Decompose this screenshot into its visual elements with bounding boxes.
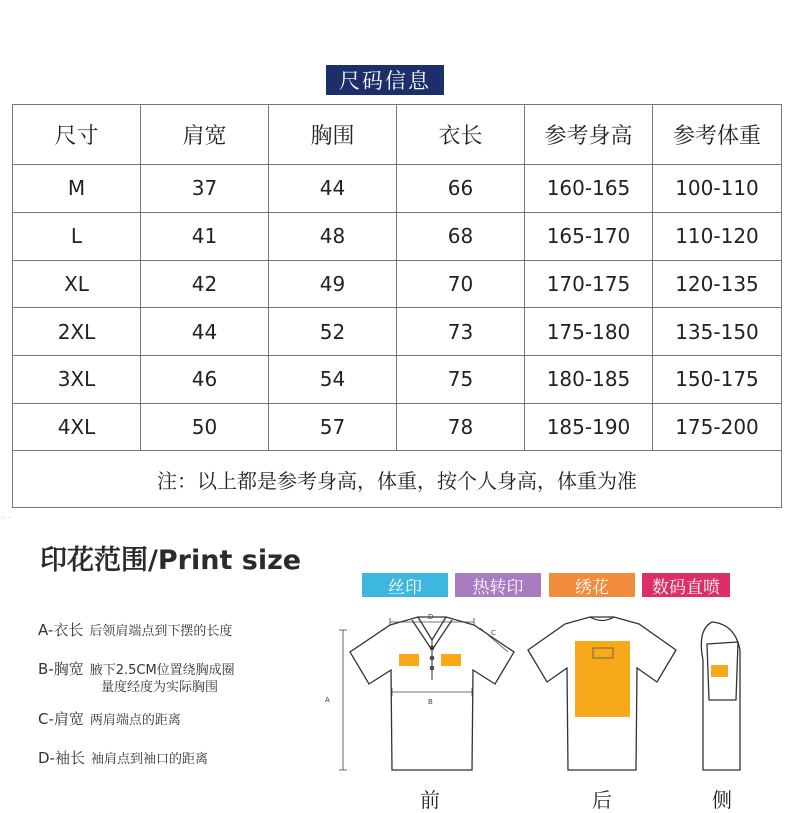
method-badge-digital-print: 数码直喷	[642, 573, 730, 597]
legend-text: 腋下2.5CM位置绕胸成圈	[89, 663, 235, 678]
method-badge-embroidery: 绣花	[549, 573, 635, 597]
legend-key: D-袖长	[38, 749, 85, 767]
table-cell: 75	[397, 355, 525, 403]
table-cell: 44	[269, 165, 397, 213]
table-cell: XL	[13, 260, 141, 308]
legend-key: B-胸宽	[38, 660, 84, 678]
table-cell: 49	[269, 260, 397, 308]
legend-key: A-衣长	[38, 621, 84, 639]
header-cell: 衣长	[397, 105, 525, 165]
legend-text-2: 量度经度为实际胸围	[101, 680, 219, 695]
side-shirt-icon	[701, 622, 740, 770]
table-cell: L	[13, 212, 141, 260]
table-cell: 52	[269, 308, 397, 356]
method-badge-screen-print: 丝印	[362, 573, 448, 597]
table-cell: 110-120	[653, 212, 782, 260]
front-left-print-area	[399, 654, 419, 666]
method-badge-heat-transfer: 热转印	[455, 573, 541, 597]
table-cell: 135-150	[653, 308, 782, 356]
table-cell: 54	[269, 355, 397, 403]
print-size-title: 印花范围/Print size	[40, 545, 302, 576]
dim-label-a: A	[325, 696, 330, 704]
size-chart-title: 尺码信息	[326, 65, 444, 95]
table-cell: 46	[141, 355, 269, 403]
legend-text: 后领肩端点到下摆的长度	[89, 624, 233, 639]
table-cell: 4XL	[13, 403, 141, 451]
table-cell: 120-135	[653, 260, 782, 308]
table-cell: 160-165	[525, 165, 653, 213]
table-cell: 42	[141, 260, 269, 308]
legend-key: C-肩宽	[38, 710, 84, 728]
table-cell: 170-175	[525, 260, 653, 308]
view-label-back: 后	[592, 788, 612, 812]
table-cell: 78	[397, 403, 525, 451]
dim-label-d: C	[491, 629, 496, 637]
front-shirt-icon	[350, 617, 514, 770]
legend-text: 两肩端点的距离	[89, 713, 181, 728]
legend-text: 袖肩点到袖口的距离	[90, 752, 208, 767]
table-cell: 41	[141, 212, 269, 260]
dim-label-c: D	[428, 613, 434, 621]
table-cell: 185-190	[525, 403, 653, 451]
size-note: 注：以上都是参考身高，体重，按个人身高，体重为准	[13, 451, 782, 508]
table-cell: 44	[141, 308, 269, 356]
decorative-mark: ⁘ ·	[0, 514, 11, 522]
table-cell: 100-110	[653, 165, 782, 213]
table-cell: 175-200	[653, 403, 782, 451]
table-cell: 48	[269, 212, 397, 260]
side-print-area	[711, 665, 728, 677]
header-cell: 胸围	[269, 105, 397, 165]
table-cell: 68	[397, 212, 525, 260]
table-cell: 73	[397, 308, 525, 356]
table-cell: 66	[397, 165, 525, 213]
table-cell: 175-180	[525, 308, 653, 356]
view-label-side: 侧	[712, 788, 732, 812]
table-cell: 2XL	[13, 308, 141, 356]
header-cell: 参考身高	[525, 105, 653, 165]
header-cell: 参考体重	[653, 105, 782, 165]
header-cell: 尺寸	[13, 105, 141, 165]
header-cell: 肩宽	[141, 105, 269, 165]
table-cell: 150-175	[653, 355, 782, 403]
table-cell: 165-170	[525, 212, 653, 260]
table-cell: 50	[141, 403, 269, 451]
table-cell: 57	[269, 403, 397, 451]
dim-label-b: B	[428, 698, 433, 706]
front-right-print-area	[441, 654, 461, 666]
view-label-front: 前	[420, 788, 440, 812]
table-cell: 180-185	[525, 355, 653, 403]
table-cell: M	[13, 165, 141, 213]
table-cell: 37	[141, 165, 269, 213]
back-print-area	[575, 641, 630, 717]
table-cell: 70	[397, 260, 525, 308]
table-cell: 3XL	[13, 355, 141, 403]
